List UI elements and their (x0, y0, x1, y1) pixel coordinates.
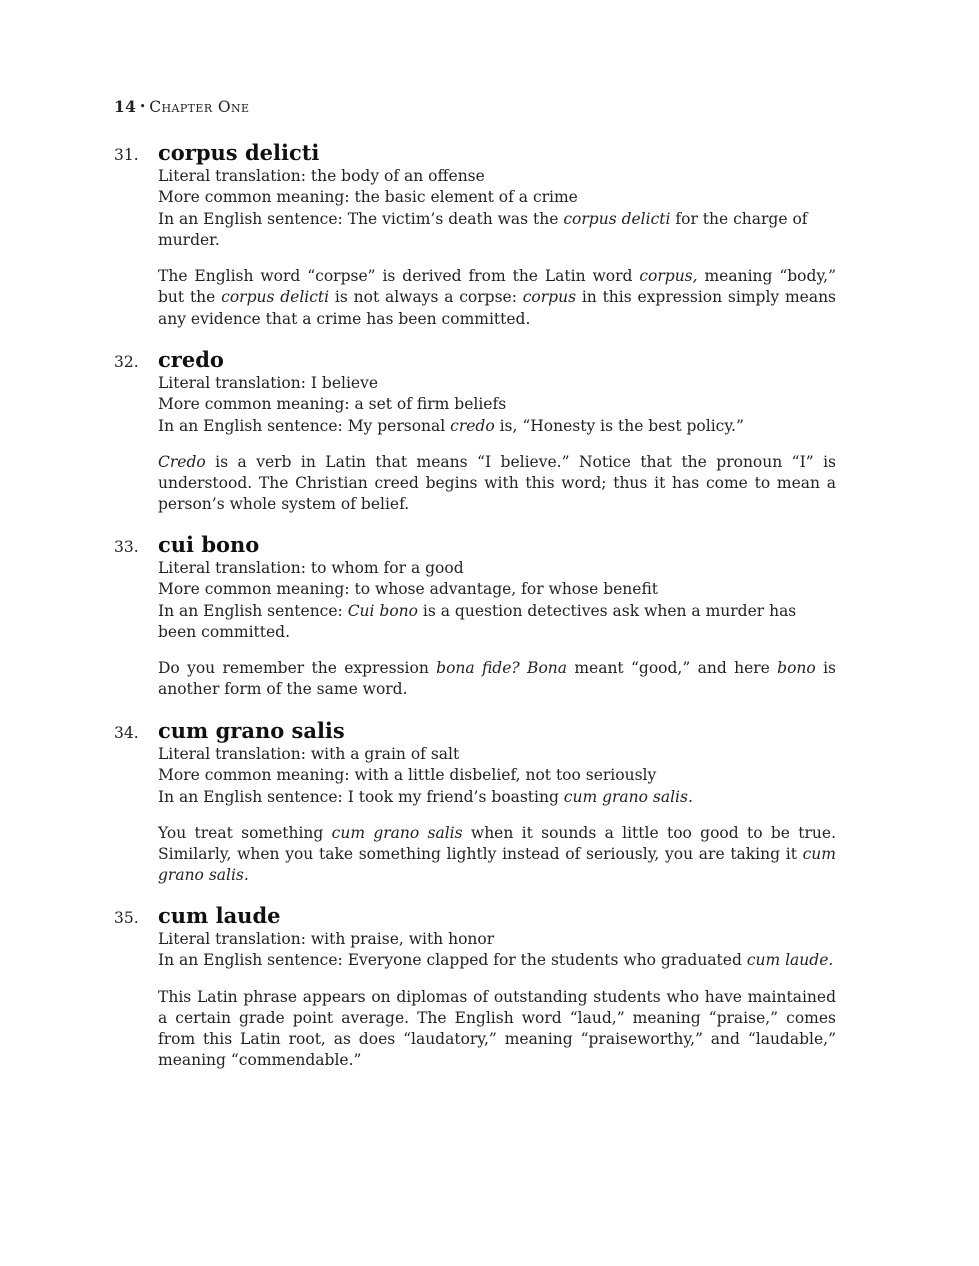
entry-body (158, 903, 836, 1072)
entry-note: Credo is a verb in Latin that means “I believe.” Notice that the pronoun “I” is understood. The Christian creed begins with this word; thus it has come to mean a person’s whole system of belief. (158, 452, 836, 514)
entry-number: 32. (114, 353, 139, 371)
common-meaning: More common meaning: a set of firm beliefs (158, 395, 507, 414)
example-sentence-cont: been committed. (158, 622, 291, 641)
entry-number: 33. (114, 538, 139, 556)
page-number: 14 (114, 97, 137, 116)
entry-title: corpus delicti (158, 140, 320, 165)
literal-translation: Literal translation: the body of an offense (158, 167, 485, 185)
entry-number: 34. (114, 724, 139, 742)
common-meaning: More common meaning: the basic element of a crime (158, 188, 578, 207)
page-header (114, 97, 249, 116)
entry-body (158, 140, 836, 330)
entry-body (158, 718, 836, 887)
entry-title: credo (158, 347, 224, 372)
entry-body (158, 347, 836, 516)
literal-translation: Literal translation: to whom for a good (158, 559, 464, 577)
literal-translation: Literal translation: with praise, with honor (158, 930, 495, 948)
common-meaning: More common meaning: to whose advantage, for whose benefit (158, 580, 659, 599)
example-sentence: In an English sentence: Everyone clapped for the students who graduated cum laude. (158, 951, 834, 970)
entry-body (158, 532, 836, 701)
literal-translation: Literal translation: with a grain of salt (158, 745, 460, 763)
entry-note: The English word “corpse” is derived from the Latin word corpus, meaning “body,” but the corpus delicti is not always a corpse: corpus in this expression simply means any evidence that a crime has been committed. (158, 267, 837, 328)
chapter-title: Chapter One (149, 98, 250, 116)
common-meaning: More common meaning: with a little disbelief, not too seriously (158, 766, 657, 785)
entry-note: Do you remember the expression bona fide? Bona meant “good,” and here bono is another form of the same word. (158, 659, 836, 699)
literal-translation: Literal translation: I believe (158, 374, 379, 392)
entry-title: cum grano salis (158, 718, 345, 743)
example-sentence-cont: murder. (158, 230, 220, 249)
example-sentence: In an English sentence: I took my friend’s boasting cum grano salis. (158, 787, 693, 806)
example-sentence: In an English sentence: My personal credo is, “Honesty is the best policy.” (158, 416, 744, 435)
entry-note: This Latin phrase appears on diplomas of outstanding students who have maintained a certain grade point average. The English word “laud,” meaning “praise,” comes from this Latin root, as does “laudatory,” meaning “praiseworthy,” and “laudable,” meaning “commendable.” (158, 987, 836, 1070)
entry-title: cui bono (158, 532, 260, 557)
entry-title: cum laude (158, 903, 281, 928)
example-sentence: In an English sentence: Cui bono is a question detectives ask when a murder has (158, 601, 797, 620)
entry-number: 31. (114, 146, 139, 164)
entry-note: You treat something cum grano salis when it sounds a little too good to be true. Similarly, when you take something lightly instead of seriously, you are taking it cum grano salis. (158, 823, 836, 885)
header-separator: • (139, 100, 147, 113)
entry-number: 35. (114, 909, 139, 927)
example-sentence: In an English sentence: The victim’s death was the corpus delicti for the charge of (158, 209, 808, 228)
